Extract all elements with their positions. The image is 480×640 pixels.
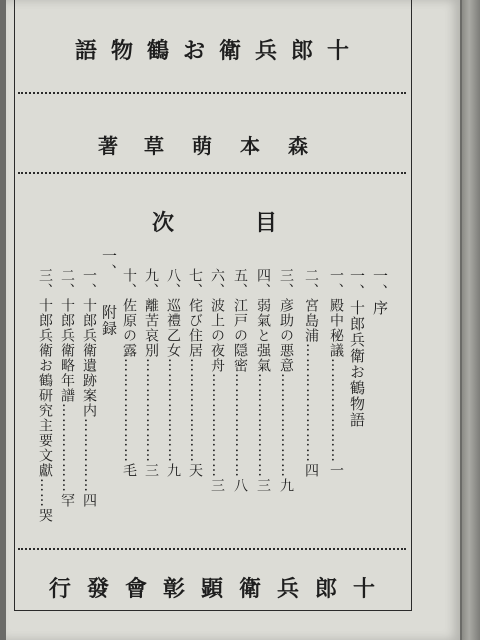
title-char: 鶴 — [146, 37, 169, 64]
title-char: お — [182, 37, 205, 64]
publisher-char: 十 — [353, 575, 376, 602]
divider — [18, 548, 406, 550]
author-char: 萌 — [192, 133, 212, 158]
toc-heading-first: 目 — [255, 210, 278, 236]
toc-entry: 一、殿中秘議…………………一 — [328, 268, 344, 478]
publisher-char: 會 — [124, 575, 147, 602]
author-char: 草 — [144, 133, 164, 158]
toc-entry: 三、十郎兵衛お鶴研究主要文獻……哭 — [37, 268, 53, 523]
toc-entry: 九、離苦哀別…………………三 — [143, 268, 159, 478]
publisher-char: 顕 — [200, 575, 223, 602]
title-char: 衛 — [219, 37, 242, 64]
publisher-line — [16, 572, 408, 602]
publisher-char: 行 — [48, 575, 71, 602]
toc-heading-second: 次 — [152, 210, 175, 236]
divider — [18, 172, 406, 174]
title-char: 十 — [327, 37, 350, 64]
title-char: 兵 — [255, 37, 278, 64]
toc-entry: 二、十郎兵衛略年譜………………罕 — [59, 268, 75, 508]
toc-entry-appendix: 一、 附録 — [100, 248, 118, 337]
publisher-char: 衛 — [239, 575, 262, 602]
toc-entry: 十、佐原の露…………………毛 — [121, 268, 137, 478]
toc-entry: 七、侘び住居…………………天 — [187, 268, 203, 478]
publisher-char: 兵 — [277, 575, 300, 602]
book-title — [16, 34, 408, 64]
author-char: 森 — [288, 133, 308, 158]
toc-entry: 一、十郎兵衛お鶴物語 — [348, 268, 366, 428]
page-edge — [462, 0, 480, 640]
toc-entry: 五、江戸の隠密…………………八 — [232, 268, 248, 493]
publisher-char: 彰 — [162, 575, 185, 602]
author-char: 本 — [240, 133, 260, 158]
author-line — [16, 130, 408, 158]
publisher-char: 郎 — [315, 575, 338, 602]
publisher-char: 發 — [86, 575, 109, 602]
toc-entry: 一、十郎兵衛遺跡案内……………四 — [81, 268, 97, 508]
toc-entry: 三、彦助の悪意…………………九 — [278, 268, 294, 493]
author-role: 著 — [98, 133, 118, 158]
title-char: 語 — [74, 37, 97, 64]
toc-entry: 八、巡禮乙女…………………九 — [165, 268, 181, 478]
title-char: 郎 — [291, 37, 314, 64]
toc-entry: 二、宮島浦……………………四 — [303, 268, 319, 478]
divider — [18, 92, 406, 94]
toc-entry: 一、序 — [371, 268, 389, 316]
toc-entry: 六、波上の夜舟…………………三 — [209, 268, 225, 493]
title-char: 物 — [110, 37, 133, 64]
toc-entry: 四、弱氣と强氣…………………三 — [255, 268, 271, 493]
